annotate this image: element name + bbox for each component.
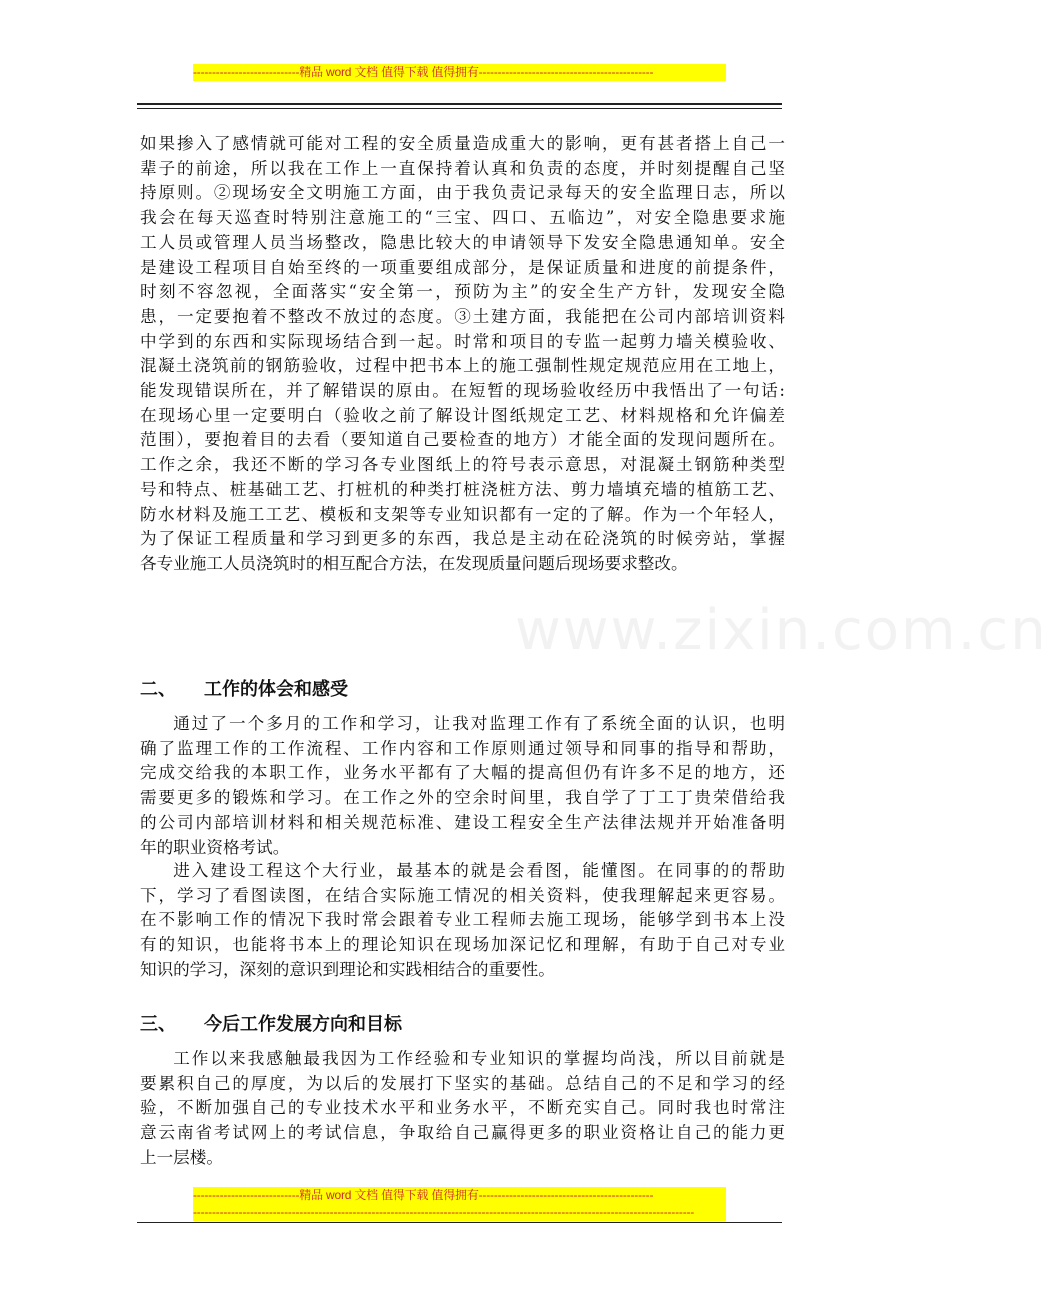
paragraph-line: 是建设工程项目自始至终的一项重要组成部分，是保证质量和进度的前提条件， xyxy=(140,257,785,277)
body-paragraph-1 xyxy=(140,132,785,577)
footer-banner-dashes: ------------------------------------------------------------------------------------------------------------------------------------ xyxy=(193,1205,695,1219)
section-3-paragraph xyxy=(140,1047,785,1171)
paragraph-line: 辈子的前途，所以我在工作上一直保持着认真和负责的态度，并时刻提醒自己坚 xyxy=(140,158,785,178)
paragraph-line: 工作之余，我还不断的学习各专业图纸上的符号表示意思，对混凝土钢筋种类型 xyxy=(140,455,785,475)
section-title-3: 今后工作发展方向和目标 xyxy=(204,1014,402,1035)
section-title-2: 工作的体会和感受 xyxy=(204,679,348,700)
section-number-2: 二、 xyxy=(140,679,176,700)
paragraph-line: 时刻不容忽视，全面落实“安全第一，预防为主”的安全生产方针，发现安全隐 xyxy=(140,282,785,302)
paragraph-line: 防水材料及施工工艺、模板和支架等专业知识都有一定的了解。作为一个年轻人， xyxy=(140,504,785,524)
paragraph-line: 上一层楼。 xyxy=(140,1147,223,1167)
paragraph-line: 通过了一个多月的工作和学习，让我对监理工作有了系统全面的认识，也明 xyxy=(173,714,785,733)
paragraph-line: 年的职业资格考试。 xyxy=(140,837,290,857)
paragraph-line: 号和特点、桩基础工艺、打桩机的种类打桩浇桩方法、剪力墙填充墙的植筋工艺、 xyxy=(140,479,785,499)
paragraph-line: 为了保证工程质量和学习到更多的东西，我总是主动在砼浇筑的时候旁站，掌握 xyxy=(140,529,785,549)
paragraph-line: 需要更多的锻炼和学习。在工作之外的空余时间里，我自学了丁工丁贵荣借给我 xyxy=(140,788,785,808)
paragraph-line: 在不影响工作的情况下我时常会跟着专业工程师去施工现场，能够学到书本上没 xyxy=(140,910,785,930)
paragraph-line: 有的知识，也能将书本上的理论知识在现场加深记忆和理解，有助于自己对专业 xyxy=(140,935,785,955)
paragraph-line: 进入建设工程这个大行业，最基本的就是会看图，能懂图。在同事的的帮助 xyxy=(173,861,785,880)
paragraph-line: 要累积自己的厚度，为以后的发展打下坚实的基础。总结自己的不足和学习的经 xyxy=(140,1073,785,1093)
paragraph-line: 工作以来我感触最我因为工作经验和专业知识的掌握均尚浅，所以目前就是 xyxy=(173,1049,785,1068)
section-heading-3 xyxy=(140,1012,402,1038)
paragraph-line: 知识的学习，深刻的意识到理论和实践相结合的重要性。 xyxy=(140,959,555,979)
header-rule-thick xyxy=(137,103,782,105)
header-banner: ----------------------------精品 word 文档 值得下载 值得拥有---------------------------------------------- xyxy=(193,64,726,81)
paragraph-line: 能发现错误所在，并了解错误的原由。在短暂的现场验收经历中我悟出了一句话: xyxy=(140,381,785,401)
paragraph-line: 完成交给我的本职工作，业务水平都有了大幅的提高但仍有许多不足的地方，还 xyxy=(140,763,785,783)
footer-banner-text: ----------------------------精品 word 文档 值得下载 值得拥有---------------------------------------------- xyxy=(193,1188,654,1202)
section-2-paragraph-1 xyxy=(140,712,785,860)
paragraph-line: 如果掺入了感情就可能对工程的安全质量造成重大的影响，更有甚者搭上自己一 xyxy=(140,134,785,153)
paragraph-line: 中学到的东西和实际现场结合到一起。时常和项目的专监一起剪力墙关模验收、 xyxy=(140,331,785,351)
paragraph-line: 的公司内部培训材料和相关规范标准、建设工程安全生产法律法规并开始准备明 xyxy=(140,812,785,832)
paragraph-line: 确了监理工作的工作流程、工作内容和工作原则通过领导和同事的指导和帮助， xyxy=(140,738,785,758)
paragraph-line: 各专业施工人员浇筑时的相互配合方法，在发现质量问题后现场要求整改。 xyxy=(140,553,688,573)
paragraph-line: 混凝土浇筑前的钢筋验收，过程中把书本上的施工强制性规定规范应用在工地上， xyxy=(140,356,785,376)
footer-rule xyxy=(137,1222,782,1223)
section-number-3: 三、 xyxy=(140,1014,176,1035)
section-heading-2 xyxy=(140,677,348,703)
header-rule-thin xyxy=(137,108,782,109)
paragraph-line: 验，不断加强自己的专业技术水平和业务水平，不断充实自己。同时我也时常注 xyxy=(140,1098,785,1118)
paragraph-line: 患，一定要抱着不整改不放过的态度。③土建方面，我能把在公司内部培训资料 xyxy=(140,306,785,326)
footer-banner xyxy=(193,1187,726,1221)
watermark: www.zixin.com.cn xyxy=(515,598,1048,663)
paragraph-line: 下，学习了看图读图，在结合实际施工情况的相关资料，使我理解起来更容易。 xyxy=(140,885,785,905)
paragraph-line: 我会在每天巡查时特别注意施工的“三宝、四口、五临边”，对安全隐患要求施 xyxy=(140,208,785,228)
paragraph-line: 工人员或管理人员当场整改，隐患比较大的申请领导下发安全隐患通知单。安全 xyxy=(140,232,785,252)
paragraph-line: 在现场心里一定要明白（验收之前了解设计图纸规定工艺、材料规格和允许偏差 xyxy=(140,405,785,425)
section-2-paragraph-2 xyxy=(140,859,785,983)
paragraph-line: 意云南省考试网上的考试信息，争取给自己赢得更多的职业资格让自己的能力更 xyxy=(140,1123,785,1143)
paragraph-line: 持原则。②现场安全文明施工方面，由于我负责记录每天的安全监理日志，所以 xyxy=(140,183,785,203)
paragraph-line: 范围），要抱着目的去看（要知道自己要检查的地方）才能全面的发现问题所在。 xyxy=(140,430,785,450)
